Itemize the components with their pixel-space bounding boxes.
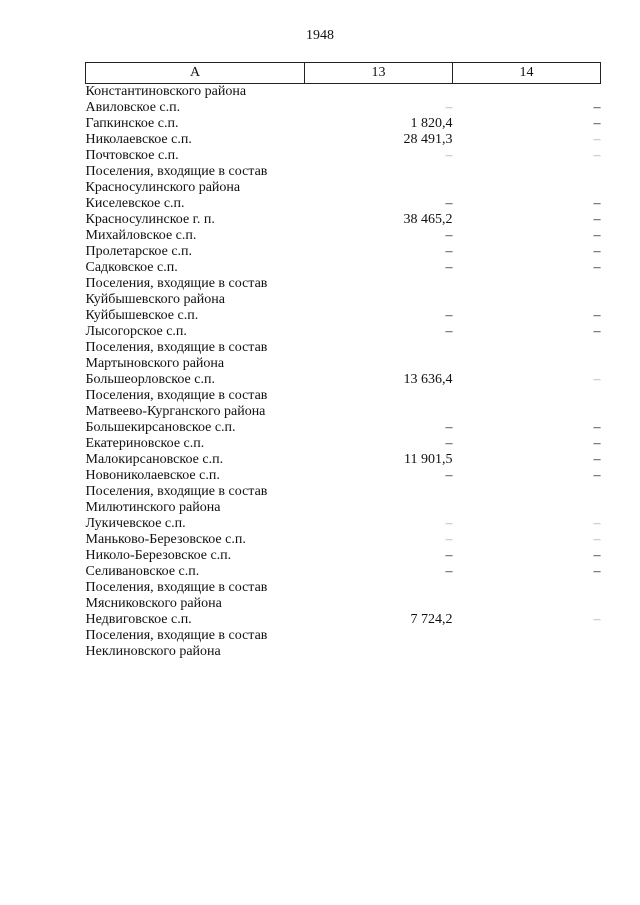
column-13-value: – [445, 196, 453, 211]
settlement-name-cell [86, 116, 305, 132]
settlement-name-cell [86, 276, 305, 308]
column-14-value [453, 388, 601, 420]
settlement-name-cell [86, 468, 305, 484]
settlement-name-line: Поселения, входящие в состав [85, 628, 268, 643]
settlement-name-line: Матвеево-Курганского района [85, 404, 266, 419]
column-13-value: – [445, 100, 453, 115]
settlement-name-line: Почтовское с.п. [85, 148, 179, 163]
settlement-name-cell [86, 420, 305, 436]
column-14-value: – [593, 132, 601, 147]
column-14-value: – [593, 196, 601, 211]
column-13-value: – [445, 468, 453, 483]
table-row [86, 212, 601, 228]
column-14-value: – [593, 612, 601, 627]
settlement-name-line: Поселения, входящие в состав [85, 164, 268, 179]
table-row [86, 372, 601, 388]
settlement-name-line: Куйбышевское с.п. [85, 308, 199, 323]
column-13-value: – [445, 420, 453, 435]
table-row [86, 516, 601, 532]
settlement-name-cell [86, 436, 305, 452]
settlement-name-line: Новониколаевское с.п. [85, 468, 220, 483]
column-14-value: – [593, 548, 601, 563]
settlement-name-cell [86, 84, 305, 101]
settlement-name-line: Красносулинского района [85, 180, 241, 195]
table-row [86, 564, 601, 580]
table-row [86, 132, 601, 148]
section-heading-row [86, 276, 601, 308]
table-row [86, 548, 601, 564]
settlement-name-line: Поселения, входящие в состав [85, 340, 268, 355]
settlement-name-line: Большеорловское с.п. [85, 372, 215, 387]
column-13-value: – [445, 228, 453, 243]
page-number: 1948 [306, 28, 334, 43]
settlement-name-cell [86, 324, 305, 340]
section-heading-row [86, 628, 601, 660]
table-header-row [86, 63, 601, 84]
section-heading-row [86, 340, 601, 372]
column-14-value: – [593, 100, 601, 115]
table-row [86, 452, 601, 468]
column-14-value [453, 164, 601, 196]
settlement-name-cell [86, 452, 305, 468]
settlement-name-line: Мясниковского района [85, 596, 222, 611]
settlement-name-cell [86, 148, 305, 164]
settlement-name-cell [86, 532, 305, 548]
section-heading-row [86, 580, 601, 612]
settlement-name-cell [86, 628, 305, 660]
settlement-name-cell [86, 580, 305, 612]
column-14-value [453, 276, 601, 308]
column-13-value: 28 491,3 [403, 132, 453, 147]
settlement-name-line: Милютинского района [85, 500, 221, 515]
settlement-name-cell [86, 260, 305, 276]
column-header-14: 14 [453, 63, 601, 84]
data-table [85, 62, 601, 660]
settlement-name-cell [86, 564, 305, 580]
column-14-value [453, 628, 601, 660]
settlement-name-cell [86, 212, 305, 228]
settlement-name-line: Пролетарское с.п. [85, 244, 193, 259]
column-14-value: – [593, 452, 601, 467]
settlement-name-line: Поселения, входящие в состав [85, 276, 268, 291]
column-14-value: – [593, 260, 601, 275]
column-13-value: – [445, 324, 453, 339]
column-13-value: – [445, 244, 453, 259]
settlement-name-line: Поселения, входящие в состав [85, 580, 268, 595]
settlement-name-cell [86, 612, 305, 628]
settlement-name-line: Константиновского района [85, 84, 247, 99]
column-13-value: 11 901,5 [404, 452, 453, 467]
column-13-value: 7 724,2 [410, 612, 453, 627]
settlement-name-cell [86, 372, 305, 388]
table-row [86, 612, 601, 628]
table-row [86, 100, 601, 116]
settlement-name-cell [86, 340, 305, 372]
settlement-name-line: Неклиновского района [85, 644, 221, 659]
settlement-name-line: Поселения, входящие в состав [85, 388, 268, 403]
column-13-value [305, 340, 453, 372]
settlement-name-line: Екатериновское с.п. [85, 436, 205, 451]
settlement-name-line: Недвиговское с.п. [85, 612, 192, 627]
column-14-value: – [593, 420, 601, 435]
section-heading-row [86, 388, 601, 420]
settlement-name-cell [86, 228, 305, 244]
column-14-value: – [593, 116, 601, 131]
column-13-value: – [445, 148, 453, 163]
table-row [86, 532, 601, 548]
column-13-value: – [445, 516, 453, 531]
column-13-value: – [445, 532, 453, 547]
column-header-a: А [86, 63, 305, 84]
column-14-value: – [593, 532, 601, 547]
settlement-name-cell [86, 244, 305, 260]
settlement-name-line: Гапкинское с.п. [85, 116, 179, 131]
table-row [86, 420, 601, 436]
column-14-value: – [593, 308, 601, 323]
column-14-value: – [593, 244, 601, 259]
column-13-value [305, 388, 453, 420]
settlement-name-line: Селивановское с.п. [85, 564, 200, 579]
column-13-value: 13 636,4 [403, 372, 453, 387]
table-row [86, 436, 601, 452]
table-row [86, 324, 601, 340]
settlement-name-line: Авиловское с.п. [85, 100, 181, 115]
table-row [86, 116, 601, 132]
column-13-value: 38 465,2 [403, 212, 453, 227]
settlement-name-cell [86, 196, 305, 212]
column-13-value: – [445, 436, 453, 451]
column-13-value [305, 276, 453, 308]
settlement-name-line: Николо-Березовское с.п. [85, 548, 232, 563]
column-14-value: – [593, 212, 601, 227]
column-13-value [305, 484, 453, 516]
column-14-value [453, 84, 601, 101]
column-header-13: 13 [305, 63, 453, 84]
column-14-value [453, 484, 601, 516]
settlement-name-cell [86, 308, 305, 324]
table-row [86, 196, 601, 212]
settlement-name-line: Николаевское с.п. [85, 132, 192, 147]
table-row [86, 308, 601, 324]
settlement-name-cell [86, 100, 305, 116]
table-body [86, 84, 601, 661]
column-13-value: – [445, 308, 453, 323]
column-13-value: 1 820,4 [410, 116, 453, 131]
column-13-value: – [445, 260, 453, 275]
column-14-value: – [593, 564, 601, 579]
settlement-name-line: Большекирсановское с.п. [85, 420, 236, 435]
column-14-value: – [593, 324, 601, 339]
settlement-name-line: Маньково-Березовское с.п. [85, 532, 246, 547]
column-14-value: – [593, 148, 601, 163]
settlement-name-line: Лысогорское с.п. [85, 324, 187, 339]
settlement-name-cell [86, 484, 305, 516]
section-heading-row [86, 84, 601, 101]
table-row [86, 244, 601, 260]
section-heading-row [86, 484, 601, 516]
settlement-name-line: Красносулинское г. п. [85, 212, 215, 227]
column-13-value [305, 628, 453, 660]
table-row [86, 228, 601, 244]
table-row [86, 148, 601, 164]
table-row [86, 468, 601, 484]
column-14-value: – [593, 516, 601, 531]
column-13-value [305, 164, 453, 196]
settlement-name-cell [86, 388, 305, 420]
column-14-value: – [593, 372, 601, 387]
column-13-value [305, 84, 453, 101]
column-14-value: – [593, 436, 601, 451]
settlement-name-line: Малокирсановское с.п. [85, 452, 224, 467]
settlement-name-line: Мартыновского района [85, 356, 225, 371]
column-14-value: – [593, 228, 601, 243]
settlement-name-line: Садковское с.п. [85, 260, 178, 275]
column-14-value: – [593, 468, 601, 483]
column-14-value [453, 340, 601, 372]
settlement-name-line: Поселения, входящие в состав [85, 484, 268, 499]
settlement-name-cell [86, 164, 305, 196]
section-heading-row [86, 164, 601, 196]
settlement-name-line: Лукичевское с.п. [85, 516, 186, 531]
settlement-name-line: Куйбышевского района [85, 292, 225, 307]
column-13-value: – [445, 564, 453, 579]
table-row [86, 260, 601, 276]
settlement-name-cell [86, 516, 305, 532]
settlement-name-line: Михайловское с.п. [85, 228, 197, 243]
settlement-name-line: Киселевское с.п. [85, 196, 185, 211]
settlement-name-cell [86, 132, 305, 148]
column-13-value [305, 580, 453, 612]
settlement-name-cell [86, 548, 305, 564]
column-14-value [453, 580, 601, 612]
column-13-value: – [445, 548, 453, 563]
